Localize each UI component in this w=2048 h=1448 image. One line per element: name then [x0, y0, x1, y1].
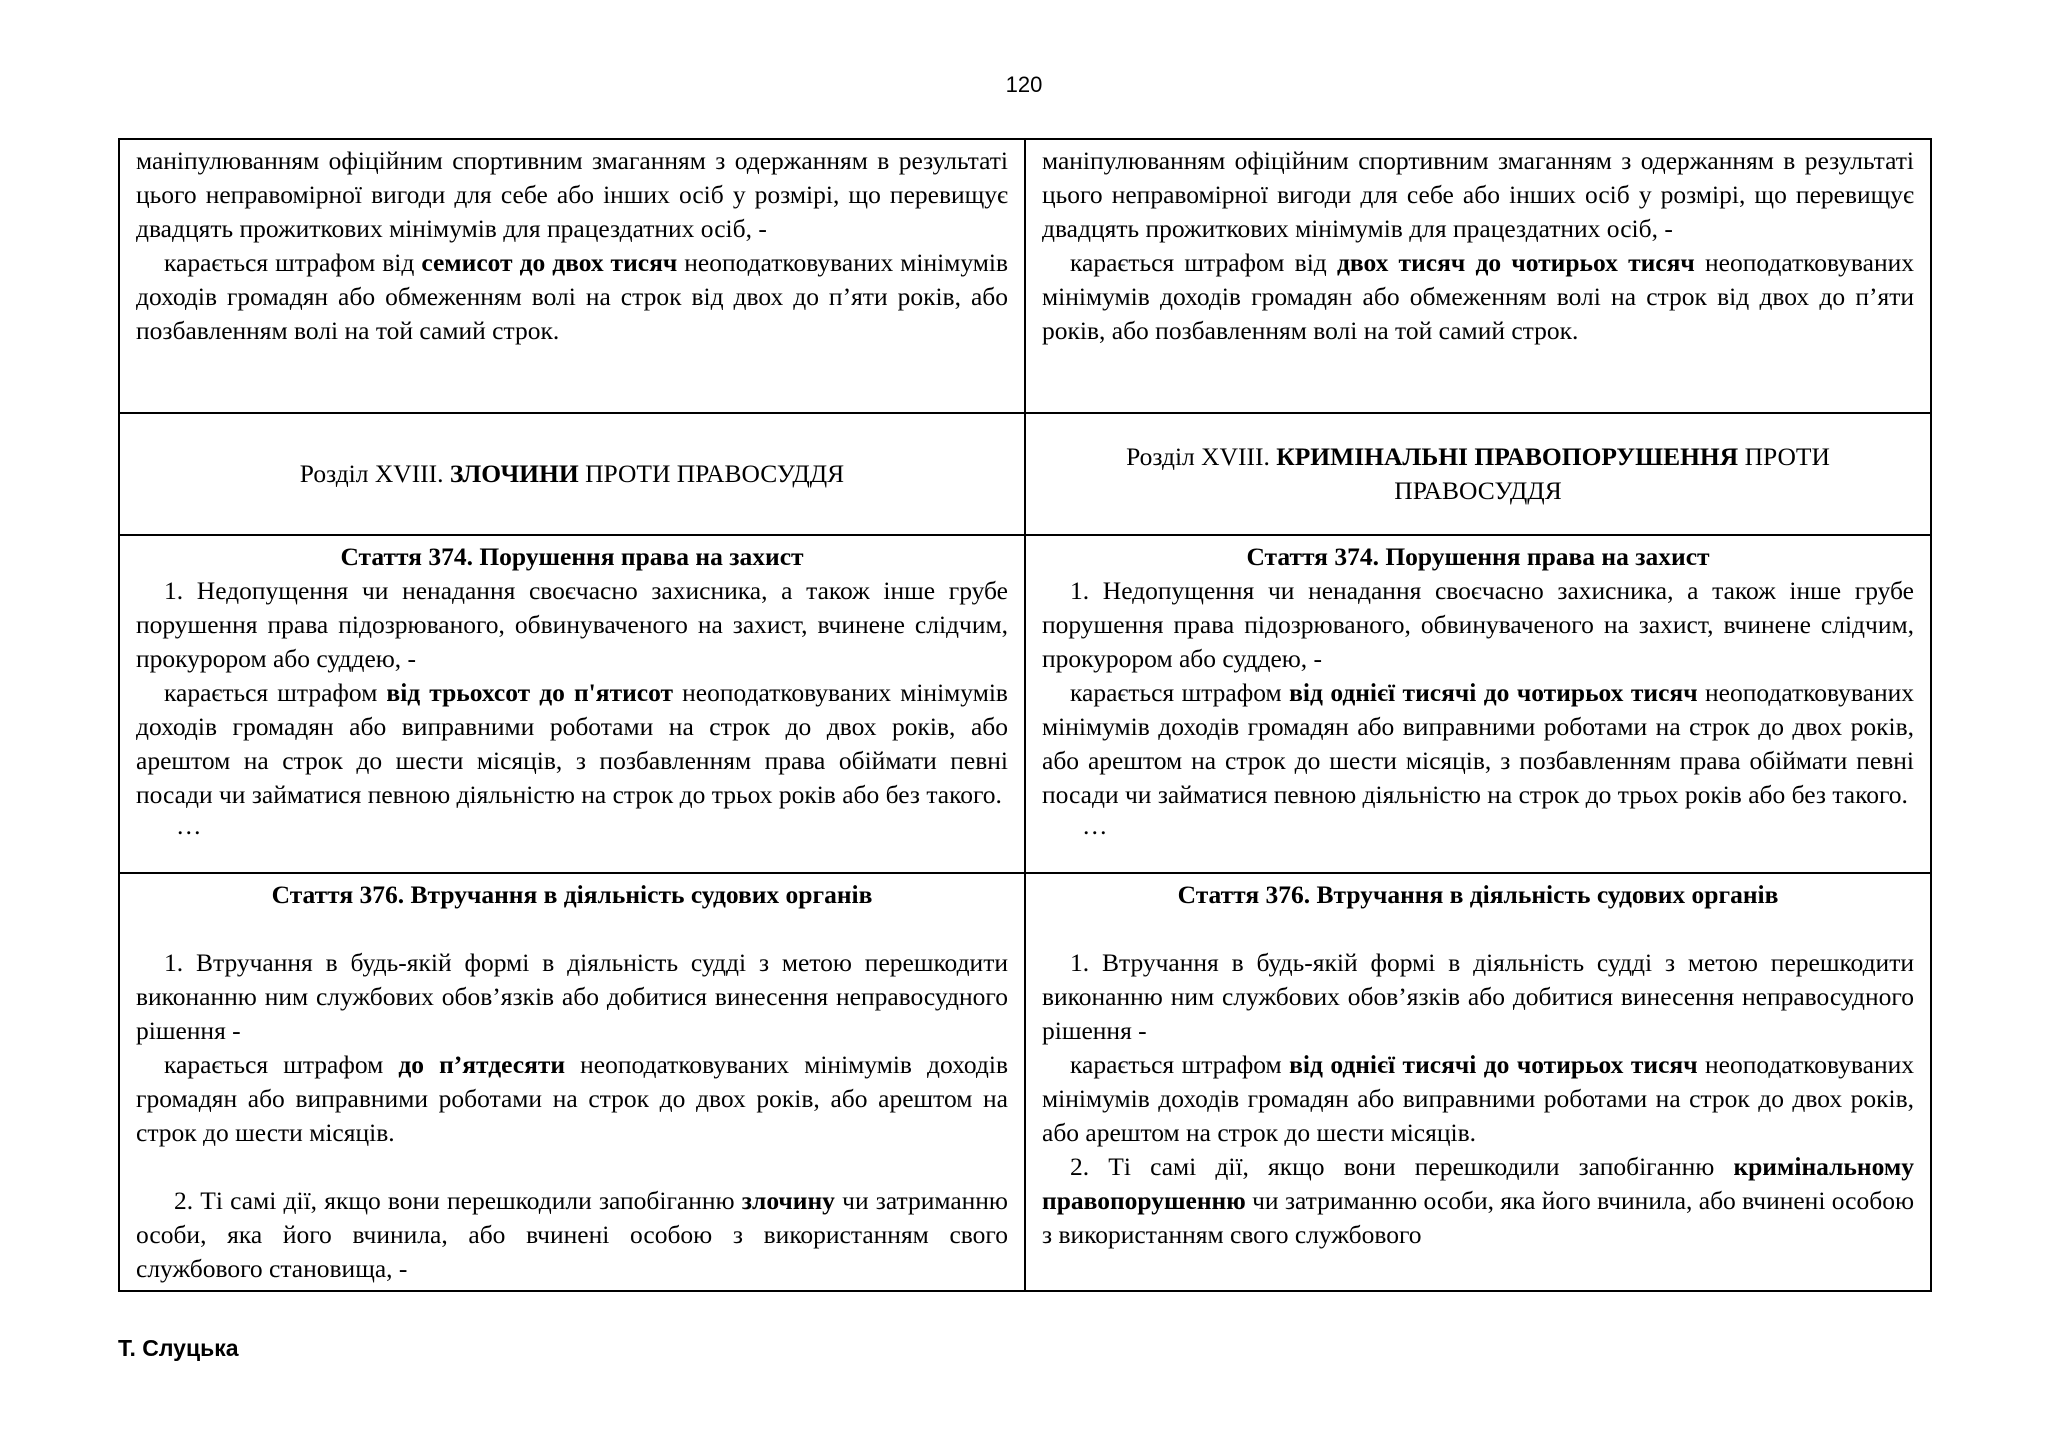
bold-text: ЗЛОЧИНИ: [449, 459, 579, 488]
section-heading-right: [1025, 413, 1931, 535]
text: карається штрафом: [1070, 678, 1290, 707]
paragraph: [1042, 676, 1914, 812]
paragraph: [136, 676, 1008, 812]
spacer: [136, 912, 1008, 946]
text: ПРОТИ ПРАВОСУДДЯ: [1394, 442, 1830, 505]
paragraph: [136, 1048, 1008, 1150]
right-cell: [1025, 873, 1931, 1291]
author-name: Т. Слуцька: [118, 1335, 239, 1361]
table-row: [119, 873, 1931, 1291]
text: неоподатковуваних мінімумів доходів громадян або обмеженням волі на строк від двох до п’яти років, або позбавленням волі на той самий строк.: [136, 248, 1009, 345]
text: неоподатковуваних мінімумів доходів громадян або виправними роботами на строк до двох років, або арештом на строк до шести місяців.: [1042, 1050, 1914, 1147]
spacer: [136, 1150, 1008, 1184]
bold-text: КРИМІНАЛЬНІ ПРАВОПОРУШЕННЯ: [1276, 442, 1739, 471]
ellipsis: …: [1082, 811, 1108, 840]
right-cell: [1025, 139, 1931, 413]
left-cell: [119, 873, 1025, 1291]
text: ПРОТИ ПРАВОСУДДЯ: [578, 459, 845, 488]
text: Розділ XVIII.: [299, 459, 450, 488]
text: карається штрафом від: [164, 248, 422, 277]
left-cell: [119, 535, 1025, 873]
table-row: [119, 535, 1931, 873]
paragraph: 1. Недопущення чи ненадання своєчасно захисника, а також інше грубе порушення права підозрюваного, обвинуваченого на захист, вчинене слідчим, прокурором або суддею, -: [1042, 576, 1914, 673]
paragraph: 1. Втручання в будь-якій формі в діяльність судді з метою перешкодити виконанню ним службових обов’язків або добитися винесення неправосудного рішення -: [1042, 948, 1914, 1045]
bold-text: семисот до двох тисяч: [421, 248, 678, 277]
text: 2. Ті самі дії, якщо вони перешкодили запобіганню: [1070, 1152, 1734, 1181]
section-heading-left: [119, 413, 1025, 535]
paragraph: [136, 1184, 1008, 1286]
text: карається штрафом: [1070, 1050, 1290, 1079]
text: неоподатковуваних мінімумів доходів громадян або обмеженням волі на строк від двох до п’яти років, або позбавленням волі на той самий строк.: [1042, 248, 1914, 345]
article-title: Стаття 374. Порушення права на захист: [340, 542, 804, 571]
paragraph: маніпулюванням офіційним спортивним змаганням з одержанням в результаті цього неправомірної вигоди для себе або інших осіб у розмірі, що перевищує двадцять прожиткових мінімумів для працездатних осіб, -: [136, 146, 1008, 243]
bold-text: злочину: [741, 1186, 835, 1215]
article-title: Стаття 376. Втручання в діяльність судових органів: [1177, 880, 1779, 909]
right-cell: [1025, 535, 1931, 873]
ellipsis: …: [176, 811, 202, 840]
bold-text: кримінальному правопорушенню: [1042, 1152, 1914, 1215]
text: чи затриманню особи, яка його вчинила, або вчинені особою з використанням свого службового становища, -: [136, 1186, 1008, 1283]
text: неоподатковуваних мінімумів доходів громадян або виправними роботами на строк до двох років, або арештом на строк до шести місяців.: [136, 1050, 1009, 1147]
text: неоподатковуваних мінімумів доходів громадян або виправними роботами на строк до двох років, або арештом на строк до шести місяців, з позбавленням права обіймати певні посади чи займатися певною діяльністю на строк до трьох років або без такого.: [136, 678, 1008, 809]
paragraph: [136, 246, 1008, 348]
text: карається штрафом: [164, 678, 387, 707]
left-cell: [119, 139, 1025, 413]
article-title: Стаття 376. Втручання в діяльність судових органів: [271, 880, 873, 909]
article-title: Стаття 374. Порушення права на захист: [1246, 542, 1710, 571]
spacer: [1042, 912, 1914, 946]
text: 2. Ті самі дії, якщо вони перешкодили запобіганню: [174, 1186, 742, 1215]
paragraph: 1. Недопущення чи ненадання своєчасно захисника, а також інше грубе порушення права підозрюваного, обвинуваченого на захист, вчинене слідчим, прокурором або суддею, -: [136, 576, 1008, 673]
bold-text: до п’ятдесяти: [398, 1050, 566, 1079]
paragraph: [1042, 1150, 1914, 1252]
bold-text: двох тисяч до чотирьох тисяч: [1336, 248, 1695, 277]
paragraph: [1042, 1048, 1914, 1150]
text: карається штрафом: [164, 1050, 399, 1079]
paragraph: [1042, 246, 1914, 348]
page-number: 120: [1005, 72, 1043, 97]
bold-text: від однієї тисячі до чотирьох тисяч: [1289, 1050, 1698, 1079]
paragraph: 1. Втручання в будь-якій формі в діяльність судді з метою перешкодити виконанню ним службових обов’язків або добитися винесення неправосудного рішення -: [136, 948, 1008, 1045]
text: Розділ XVIII.: [1126, 442, 1277, 471]
bold-text: від трьохсот до п'ятисот: [386, 678, 674, 707]
bold-text: від однієї тисячі до чотирьох тисяч: [1289, 678, 1698, 707]
table-row: [119, 139, 1931, 413]
comparison-table: [118, 138, 1932, 1292]
text: карається штрафом від: [1070, 248, 1337, 277]
paragraph: маніпулюванням офіційним спортивним змаганням з одержанням в результаті цього неправомірної вигоди для себе або інших осіб у розмірі, що перевищує двадцять прожиткових мінімумів для працездатних осіб, -: [1042, 146, 1914, 243]
text: неоподатковуваних мінімумів доходів громадян або виправними роботами на строк до двох років, або арештом на строк до шести місяців, з позбавленням права обіймати певні посади чи займатися певною діяльністю на строк до трьох років або без такого.: [1042, 678, 1914, 809]
text: чи затриманню особи, яка його вчинила, або вчинені особою з використанням свого службового: [1042, 1186, 1915, 1249]
table-row: [119, 413, 1931, 535]
